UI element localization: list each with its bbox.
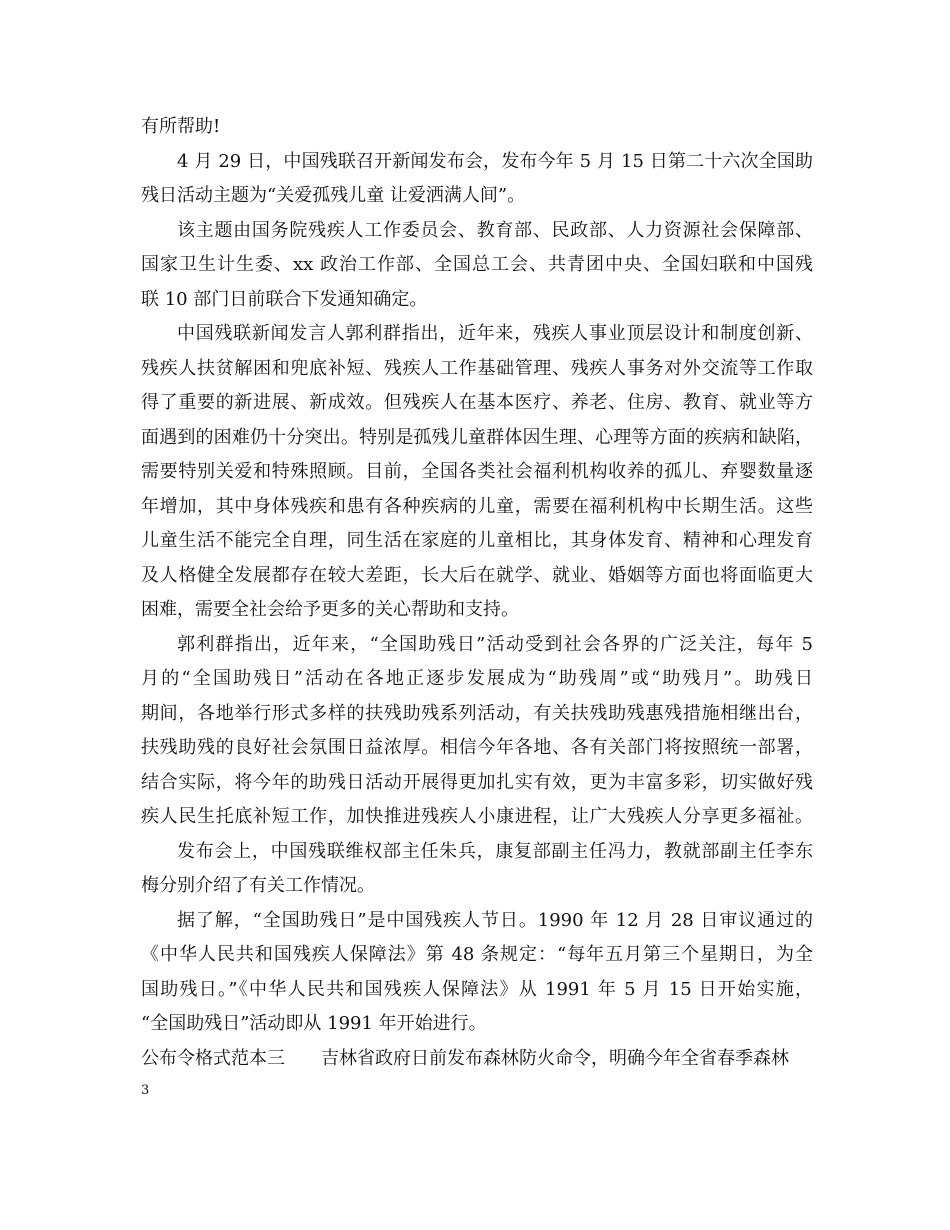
text-line: 发布会上，中国残联维权部主任朱兵，康复部副主任冯力，教就部副主任李东 — [177, 840, 813, 862]
text-line: 梅分别介绍了有关工作情况。 — [141, 875, 375, 896]
text-line: 残疾人扶贫解困和兜底补短、残疾人工作基础管理、残疾人事务对外交流等工作取 — [141, 357, 813, 379]
text-line-last — [141, 1042, 813, 1077]
text-line: 有所帮助! — [141, 116, 221, 137]
text-line: 困难，需要全社会给予更多的关心帮助和支持。 — [141, 599, 519, 620]
template-title: 公布令格式范本三 — [141, 1047, 285, 1069]
text-line: 结合实际，将今年的助残日活动开展得更加扎实有效，更为丰富多彩，切实做好残 — [141, 771, 813, 793]
text-line: 中国残联新闻发言人郭利群指出，近年来，残疾人事业顶层设计和制度创新、 — [177, 323, 813, 344]
text-line: 4 月 29 日，中国残联召开新闻发布会，发布今年 5 月 15 日第二十六次全国助 — [177, 150, 813, 172]
text-line: 及人格健全发展都存在较大差距，长大后在就学、就业、婚姻等方面也将面临更大 — [141, 564, 813, 586]
text-line: 《中华人民共和国残疾人保障法》第 48 条规定：“每年五月第三个星期日，为全 — [141, 944, 813, 965]
text-line: 年增加，其中身体残疾和患有各种疾病的儿童，需要在福利机构中长期生活。这些 — [141, 495, 813, 517]
text-line: 需要特别关爱和特殊照顾。目前，全国各类社会福利机构收养的孤儿、弃婴数量逐 — [141, 461, 813, 482]
text-line: 联 10 部门日前联合下发通知确定。 — [141, 288, 428, 310]
text-line: “全国助残日”活动即从 1991 年开始进行。 — [141, 1013, 487, 1034]
text-line: 扶残助残的良好社会氛围日益浓厚。相信今年各地、各有关部门将按照统一部署， — [141, 737, 813, 758]
text-line: 月的“全国助残日”活动在各地正逐步发展成为“助残周”或“助残月”。助残日 — [141, 668, 813, 689]
text-line: 该主题由国务院残疾人工作委员会、教育部、民政部、人力资源社会保障部、 — [177, 219, 813, 241]
text-line: 据了解，“全国助残日”是中国残疾人节日。1990 年 12 月 28 日审议通过的 — [177, 909, 813, 931]
text-line: 郭利群指出，近年来，“全国助残日”活动受到社会各界的广泛关注，每年 5 — [177, 633, 813, 655]
text-line: 儿童生活不能完全自理，同生活在家庭的儿童相比，其身体发育、精神和心理发育 — [141, 530, 813, 551]
text-line: 期间，各地举行形式多样的扶残助残系列活动，有关扶残助残惠残措施相继出台， — [141, 702, 813, 724]
page-number: 3 — [141, 1083, 150, 1098]
text-line: 国助残日。”《中华人民共和国残疾人保障法》从 1991 年 5 月 15 日开始实施， — [141, 978, 813, 1000]
document-body — [141, 110, 813, 1076]
text-line: 得了重要的新进展、新成效。但残疾人在基本医疗、养老、住房、教育、就业等方 — [141, 392, 813, 413]
text-line: 疾人民生托底补短工作，加快推进残疾人小康进程，让广大残疾人分享更多福祉。 — [141, 806, 813, 827]
text-line: 国家卫生计生委、xx 政治工作部、全国总工会、共青团中央、全国妇联和中国残 — [141, 254, 813, 275]
text-line: 面遇到的困难仍十分突出。特别是孤残儿童群体因生理、心理等方面的疾病和缺陷， — [141, 426, 813, 448]
template-body-start: 吉林省政府日前发布森林防火命令，明确今年全省春季森林 — [321, 1047, 789, 1069]
text-line: 残日活动主题为“关爱孤残儿童 让爱洒满人间”。 — [141, 185, 526, 206]
